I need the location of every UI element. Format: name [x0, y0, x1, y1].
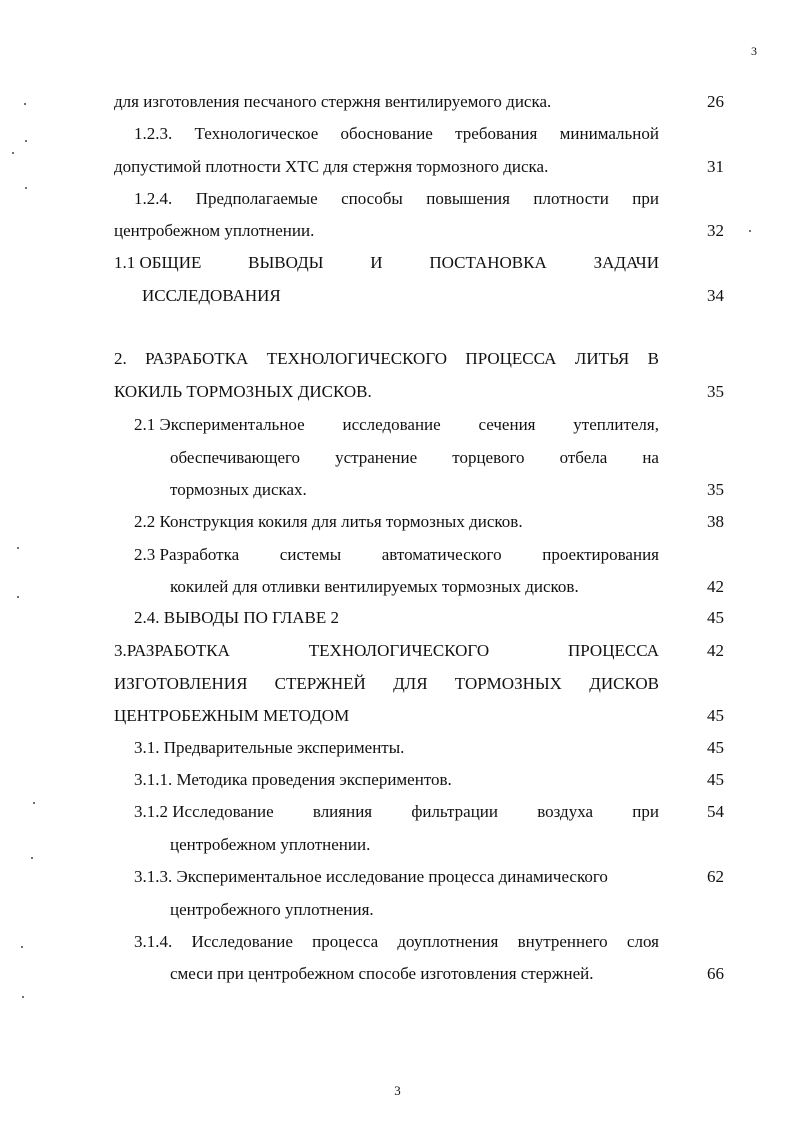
toc-page-number: 54 — [707, 802, 724, 821]
scan-speck — [33, 802, 35, 804]
toc-entry-line: 2.1 Экспериментальное исследование сечения утеплителя, — [134, 415, 659, 434]
toc-page-number: 45 — [707, 738, 724, 757]
footer-page-number: 3 — [394, 1083, 401, 1098]
scan-speck — [749, 230, 751, 232]
toc-page-number: 42 — [707, 577, 724, 596]
toc-entry-text: 3.1. Предварительные эксперименты. — [134, 738, 405, 757]
toc-entry-line: 1.2.4. Предполагаемые способы повышения плотности при — [134, 189, 659, 208]
toc-entry-text: центробежном уплотнении. — [170, 835, 371, 854]
toc-entry-text: для изготовления песчаного стержня вентилируемого диска. — [114, 92, 552, 111]
toc-page-number: 35 — [707, 480, 724, 499]
scan-speck — [21, 946, 23, 948]
toc-entry-text: допустимой плотности ХТС для стержня тормозного диска. — [114, 157, 549, 176]
toc-entry-text: 2.2 Конструкция кокиля для литья тормозных дисков. — [134, 512, 523, 531]
toc-chapter-line: 2. РАЗРАБОТКА ТЕХНОЛОГИЧЕСКОГО ПРОЦЕССА ЛИТЬЯ В — [114, 349, 659, 368]
toc-entry-text: центробежного уплотнения. — [170, 900, 374, 919]
scan-speck — [24, 103, 26, 105]
toc-page-number: 66 — [707, 964, 724, 983]
toc-page-number: 35 — [707, 382, 724, 401]
toc-entry-line: обеспечивающего устранение торцевого отбела на — [170, 448, 659, 467]
toc-page-number: 32 — [707, 221, 724, 240]
toc-heading-line: 1.1 ОБЩИЕ ВЫВОДЫ И ПОСТАНОВКА ЗАДАЧИ — [114, 253, 659, 272]
toc-page-number: 34 — [707, 286, 724, 305]
scan-speck — [25, 140, 27, 142]
toc-entry-text: смеси при центробежном способе изготовления стержней. — [170, 964, 594, 983]
scan-speck — [31, 857, 33, 859]
toc-page-number: 26 — [707, 92, 724, 111]
toc-entry-text: тормозных дисках. — [170, 480, 307, 499]
toc-page-number: 45 — [707, 770, 724, 789]
toc-entry-line: 1.2.3. Технологическое обоснование требования минимальной — [134, 124, 659, 143]
toc-entry-text: 3.1.3. Экспериментальное исследование процесса динамического — [134, 867, 608, 886]
toc-page-number: 45 — [707, 608, 724, 627]
toc-chapter-text: ЦЕНТРОБЕЖНЫМ МЕТОДОМ — [114, 706, 350, 725]
toc-chapter-line: ИЗГОТОВЛЕНИЯ СТЕРЖНЕЙ ДЛЯ ТОРМОЗНЫХ ДИСКОВ — [114, 674, 659, 693]
scan-speck — [22, 996, 24, 998]
toc-entry-text: центробежном уплотнении. — [114, 221, 315, 240]
toc-entry-line: 2.3 Разработка системы автоматического проектирования — [134, 545, 659, 564]
scan-speck — [25, 187, 27, 189]
toc-page-number: 38 — [707, 512, 724, 531]
scan-speck — [12, 152, 14, 154]
toc-entry-line: 3.1.4. Исследование процесса доуплотнения внутреннего слоя — [134, 932, 659, 951]
toc-chapter-line: 3.РАЗРАБОТКА ТЕХНОЛОГИЧЕСКОГО ПРОЦЕССА — [114, 641, 659, 660]
scan-speck — [17, 596, 19, 598]
toc-entry-text: 3.1.1. Методика проведения экспериментов. — [134, 770, 452, 789]
toc-page-number: 45 — [707, 706, 724, 725]
toc-page-number: 31 — [707, 157, 724, 176]
corner-page-number: 3 — [751, 44, 757, 58]
toc-entry-text: кокилей для отливки вентилируемых тормозных дисков. — [170, 577, 579, 596]
toc-heading-text: ИССЛЕДОВАНИЯ — [142, 286, 281, 305]
toc-page-number: 42 — [707, 641, 724, 660]
toc-chapter-text: КОКИЛЬ ТОРМОЗНЫХ ДИСКОВ. — [114, 382, 372, 401]
toc-entry-text: 2.4. ВЫВОДЫ ПО ГЛАВЕ 2 — [134, 608, 339, 627]
toc-entry-line: 3.1.2 Исследование влияния фильтрации воздуха при — [134, 802, 659, 821]
scan-speck — [17, 547, 19, 549]
toc-page-number: 62 — [707, 867, 724, 886]
